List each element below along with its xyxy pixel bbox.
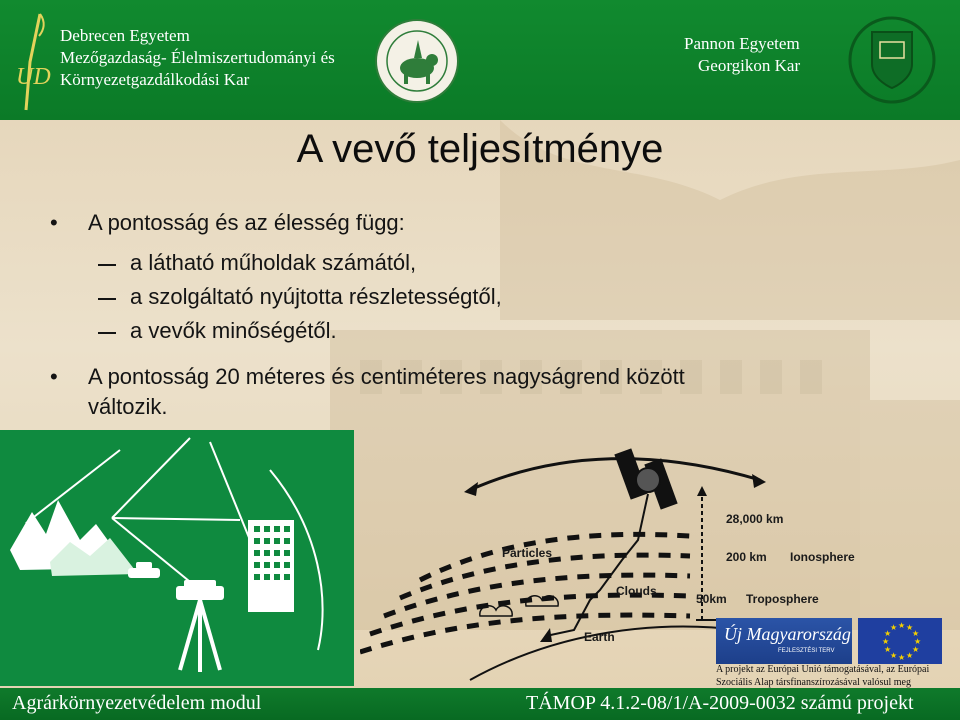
label-clouds: Clouds [616, 584, 657, 598]
svg-text:★: ★ [898, 653, 906, 662]
bullet-dot: • [50, 364, 58, 389]
partner-crest-icon [846, 14, 938, 106]
gps-illustration [0, 430, 354, 686]
svg-text:★: ★ [884, 629, 892, 638]
eu-flag-icon [858, 618, 942, 664]
university-logo-icon [6, 10, 52, 114]
institution-line-1: Debrecen Egyetem [60, 26, 190, 45]
label-50km: 50km [696, 592, 727, 606]
faculty-seal-icon [374, 18, 460, 104]
svg-text:★: ★ [898, 621, 906, 630]
bullet-1-text: A pontosság és az élesség függ: [88, 210, 405, 235]
svg-text:★: ★ [882, 637, 890, 646]
sub-item-2: a szolgáltató nyújtotta részletességtől, [130, 284, 502, 309]
sub-item-3: a vevők minőségétől. [130, 318, 337, 343]
svg-text:★: ★ [890, 651, 898, 660]
slide-title: A vevő teljesítménye [296, 127, 664, 171]
svg-text:★: ★ [912, 645, 920, 654]
partner-line-2: Georgikon Kar [698, 56, 801, 75]
institution-line-3: Környezetgazdálkodási Kar [60, 70, 250, 89]
sub-dash [98, 332, 116, 334]
um-logo-subtitle: FEJLESZTÉSI TERV [778, 648, 835, 654]
svg-text:★: ★ [912, 629, 920, 638]
bullet-2-line-2: változik. [88, 394, 168, 419]
label-troposphere: Troposphere [746, 592, 819, 606]
sub-dash [98, 298, 116, 300]
footer-module: Agrárkörnyezetvédelem modul [12, 692, 262, 714]
bullet-dot: • [50, 210, 58, 235]
gps-scene-icon [0, 430, 354, 686]
svg-text:★: ★ [884, 645, 892, 654]
label-28000km: 28,000 km [726, 512, 784, 526]
footer-project: TÁMOP 4.1.2-08/1/A-2009-0032 számú projekt [526, 692, 914, 714]
svg-text:★: ★ [906, 651, 914, 660]
label-200km: 200 km [726, 550, 767, 564]
uj-magyarorszag-logo [716, 618, 852, 664]
um-logo-title: Új Magyarország [724, 624, 851, 644]
svg-text:★: ★ [890, 623, 898, 632]
institution-line-2: Mezőgazdaság- Élelmiszertudományi és [60, 48, 335, 67]
label-earth: Earth [584, 630, 615, 644]
label-particles: Particles [502, 546, 553, 560]
partner-line-1: Pannon Egyetem [684, 34, 800, 53]
sub-item-1: a látható műholdak számától, [130, 250, 417, 275]
eu-logos [716, 618, 942, 664]
svg-text:★: ★ [906, 623, 914, 632]
eu-funding-note: A projekt az Európai Unió támogatásával, az Európai Szociális Alap társfinanszírozásával valósul meg [716, 664, 930, 688]
label-ionosphere: Ionosphere [790, 550, 855, 564]
footer-band [0, 688, 960, 720]
header-band [0, 0, 960, 120]
svg-text:★: ★ [914, 637, 922, 646]
sub-dash [98, 264, 116, 266]
logo-letters: UD [16, 64, 51, 90]
bullet-2-line-1: A pontosság 20 méteres és centiméteres nagyságrend között [88, 364, 685, 389]
